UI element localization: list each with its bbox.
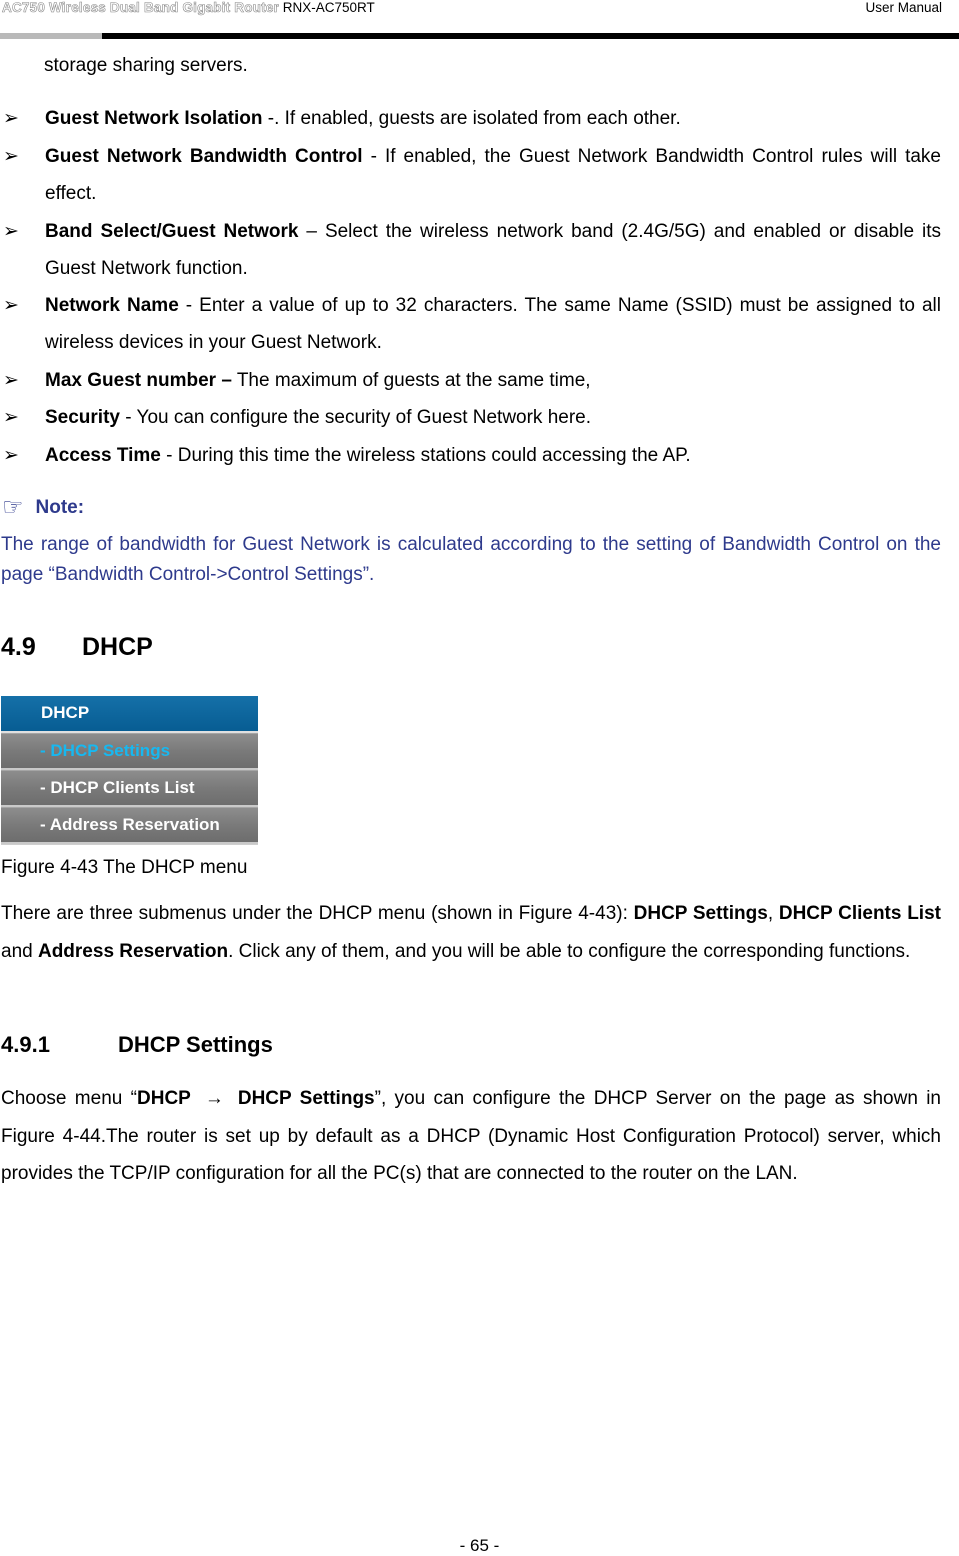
menu-header-dhcp[interactable]: DHCP [1,696,258,733]
pointing-hand-icon: ☞ [2,494,24,521]
bullet-term: Band Select/Guest Network [45,221,299,242]
bullet-item [1,100,941,137]
menu-item-dhcp-settings[interactable]: - DHCP Settings [1,733,258,770]
choose-term: DHCP [137,1088,191,1109]
menu-item-dhcp-clients-list[interactable]: - DHCP Clients List [1,770,258,807]
bullet-term: Guest Network Bandwidth Control [45,146,363,167]
subsection-heading [1,1027,273,1063]
bullet-arrow-icon: ➢ [3,108,19,129]
bullet-item [1,437,941,474]
bullet-text: - During this time the wireless stations could accessing the AP. [160,445,691,466]
section-title: DHCP [82,633,153,661]
bullet-term: Network Name [45,295,179,316]
section-heading [1,627,153,667]
bullet-item [1,362,941,399]
choose-text: Choose menu “ [1,1088,137,1109]
note-text: The range of bandwidth for Guest Network is calculated according to the setting of Bandwidth Control on the page “Bandwidth Control->Control Settings”. [1,534,941,585]
menu-item-address-reservation[interactable]: - Address Reservation [1,807,258,844]
bullet-arrow-icon: ➢ [3,370,19,391]
page-number: - 65 - [459,1536,500,1555]
intro-term: DHCP Settings [633,903,768,924]
bullet-item [1,399,941,436]
bullet-arrow-icon: ➢ [3,295,19,316]
bullet-text: The maximum of guests at the same time, [231,370,591,391]
continuation-text: storage sharing servers. [44,55,248,76]
bullet-arrow-icon: ➢ [3,146,19,167]
section-number: 4.9 [1,633,36,661]
bullet-term: Security [45,407,120,428]
intro-paragraph [1,895,941,970]
bullet-item [1,138,941,212]
right-arrow-icon: → [204,1088,224,1109]
bullet-text: - Enter a value of up to 32 characters. The same Name (SSID) must be assigned to all wireless devices in your Guest Network. [45,295,941,353]
bullet-text: -. If enabled, guests are isolated from each other. [262,108,681,129]
intro-text: . Click any of them, and you will be able to configure the corresponding functions. [228,940,911,962]
figure-caption: Figure 4-43 The DHCP menu [1,857,248,878]
bullet-item [1,287,941,361]
subsection-number: 4.9.1 [1,1032,50,1057]
note-heading [2,493,84,523]
bullet-text: – Select the wireless network band (2.4G/5G) and enabled or disable its Guest Network function. [45,221,941,279]
choose-term: DHCP Settings [237,1088,375,1109]
header-rule-gray [0,33,102,39]
choose-text: ”, you can configure the DHCP Server on the page as shown in Figure 4-44.The router is set up by default as a DHCP (Dynamic Host Configuration Protocol) server, which provides the TCP/IP configuration for all the PC(s) that are connected to the router on the LAN. [1,1088,942,1184]
bullet-term: Max Guest number – [45,370,232,391]
intro-term: DHCP Clients List [778,903,941,924]
bullet-arrow-icon: ➢ [3,221,19,242]
note-title: Note: [35,497,85,518]
bullet-term: Guest Network Isolation [45,108,263,129]
bullet-text: - You can configure the security of Guest Network here. [119,407,592,428]
bullet-arrow-icon: ➢ [3,445,19,466]
header-brand: AC750 Wireless Dual Band Gigabit Router [2,0,279,15]
header-left [2,0,375,15]
intro-term: Address Reservation [37,940,229,962]
intro-text: and [1,940,38,962]
header-model: RNX-AC750RT [282,0,375,15]
bullet-text: - If enabled, the Guest Network Bandwidth Control rules will take effect. [45,146,941,204]
choose-paragraph [1,1080,941,1193]
dhcp-menu-figure [1,696,258,845]
bullet-item [1,213,941,287]
intro-text: There are three submenus under the DHCP menu (shown in Figure 4-43): [1,903,634,924]
intro-text: , [767,903,779,924]
bullet-term: Access Time [45,445,161,466]
header-rule-black [102,33,959,39]
bullet-arrow-icon: ➢ [3,407,19,428]
subsection-title: DHCP Settings [118,1032,273,1057]
header-manual: User Manual [865,0,942,15]
